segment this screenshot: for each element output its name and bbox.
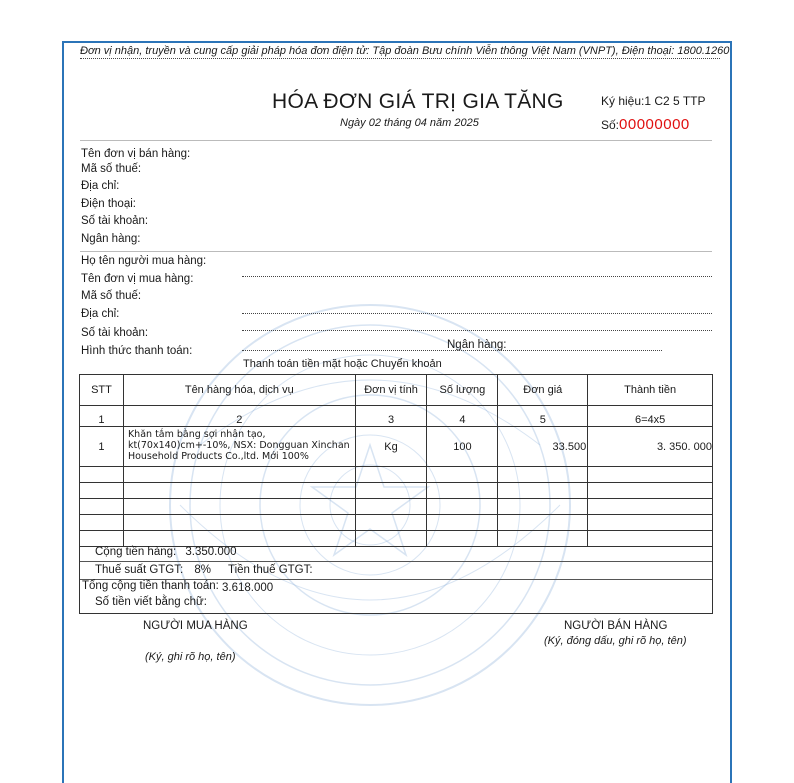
divider — [80, 251, 712, 252]
payment-method-value: Thanh toán tiền mặt hoặc Chuyển khoản — [243, 358, 442, 370]
buyer-account-line — [242, 330, 712, 331]
row-stt: 1 — [80, 427, 124, 467]
vat-amount-label: Tiền thuế GTGT: — [228, 564, 313, 576]
buyer-signature-note: (Ký, ghi rõ họ, tên) — [145, 651, 236, 663]
invoice-title: HÓA ĐƠN GIÁ TRỊ GIA TĂNG — [272, 90, 564, 113]
empty-row — [80, 499, 713, 515]
buyer-payment-label: Hình thức thanh toán: — [81, 345, 193, 357]
table-header-row — [80, 375, 713, 406]
buyer-address-line — [242, 313, 712, 314]
seller-address-label: Địa chỉ: — [81, 180, 120, 192]
vat-rate — [95, 564, 211, 576]
number-label: Số: — [601, 118, 620, 132]
header-stt: STT — [80, 375, 124, 406]
seller-signature-note: (Ký, đóng dấu, ghi rõ họ, tên) — [544, 635, 687, 647]
vat-rate-label: Thuế suất GTGT: — [95, 564, 184, 576]
seller-phone-label: Điện thoại: — [81, 198, 136, 210]
buyer-bank-line — [242, 350, 662, 351]
grand-total — [82, 580, 273, 592]
index-cell: 2 — [123, 406, 355, 427]
row-price: 33.500 — [498, 427, 588, 467]
grand-total-value: 3.618.000 — [222, 582, 274, 594]
header-unit: Đơn vị tính — [355, 375, 427, 406]
buyer-account-label: Số tài khoản: — [81, 327, 149, 339]
header-price: Đơn giá — [498, 375, 588, 406]
seller-name-label: Tên đơn vị bán hàng: — [81, 148, 191, 160]
empty-row — [80, 515, 713, 531]
items-table — [79, 374, 713, 547]
buyer-unit-line — [242, 276, 712, 277]
buyer-unit-label: Tên đơn vị mua hàng: — [81, 273, 194, 285]
row-unit: Kg — [355, 427, 427, 467]
invoice-number — [601, 116, 690, 133]
symbol-label: Ký hiệu: — [601, 94, 645, 108]
buyer-address-label: Địa chỉ: — [81, 308, 120, 320]
goods-total-value: 3.350.000 — [185, 546, 237, 558]
row-amount: 3. 350. 000 — [588, 427, 713, 467]
invoice-symbol — [601, 94, 706, 108]
symbol-value: 1 C2 5 TTP — [644, 94, 706, 108]
empty-row — [80, 467, 713, 483]
column-index-row — [80, 406, 713, 427]
index-cell: 4 — [427, 406, 498, 427]
invoice-date: Ngày 02 tháng 04 năm 2025 — [340, 117, 479, 129]
row-item-name: Khăn tắm bằng sợi nhân tạo, kt(70x140)cm+-10%, NSX: Dongguan Xinchan Household Products Co.,ltd. Mới 100% — [123, 427, 355, 467]
goods-total-label: Cộng tiền hàng: — [95, 546, 177, 558]
index-cell: 6=4x5 — [588, 406, 713, 427]
buyer-bank-label: Ngân hàng: — [447, 339, 507, 351]
header-qty: Số lượng — [427, 375, 498, 406]
row-qty: 100 — [427, 427, 498, 467]
buyer-person-label: Họ tên người mua hàng: — [81, 255, 207, 267]
index-cell: 1 — [80, 406, 124, 427]
seller-bank-label: Ngân hàng: — [81, 233, 141, 245]
seller-account-label: Số tài khoản: — [81, 215, 149, 227]
header-name: Tên hàng hóa, dịch vụ — [123, 375, 355, 406]
divider — [80, 140, 712, 141]
vat-rate-value: 8% — [194, 564, 212, 576]
buyer-signature-title: NGƯỜI MUA HÀNG — [143, 620, 248, 632]
goods-total — [95, 546, 237, 558]
totals-block — [79, 543, 713, 614]
grand-total-label: Tổng cộng tiền thanh toán: — [82, 580, 219, 592]
divider — [80, 561, 712, 562]
index-cell: 3 — [355, 406, 427, 427]
provider-line: Đơn vị nhận, truyền và cung cấp giải pháp hóa đơn điện tử: Tập đoàn Bưu chính Viễn thông Việt Nam (VNPT), Điện thoại: 1800.1260 — [80, 45, 730, 57]
seller-tax-label: Mã số thuế: — [81, 163, 142, 175]
header-amount: Thành tiền — [588, 375, 713, 406]
amount-in-words-label: Số tiền viết bằng chữ: — [95, 596, 207, 608]
table-row — [80, 427, 713, 467]
number-value: 00000000 — [619, 116, 690, 133]
seller-signature-title: NGƯỜI BÁN HÀNG — [564, 620, 668, 632]
index-cell: 5 — [498, 406, 588, 427]
buyer-tax-label: Mã số thuế: — [81, 290, 142, 302]
empty-row — [80, 483, 713, 499]
